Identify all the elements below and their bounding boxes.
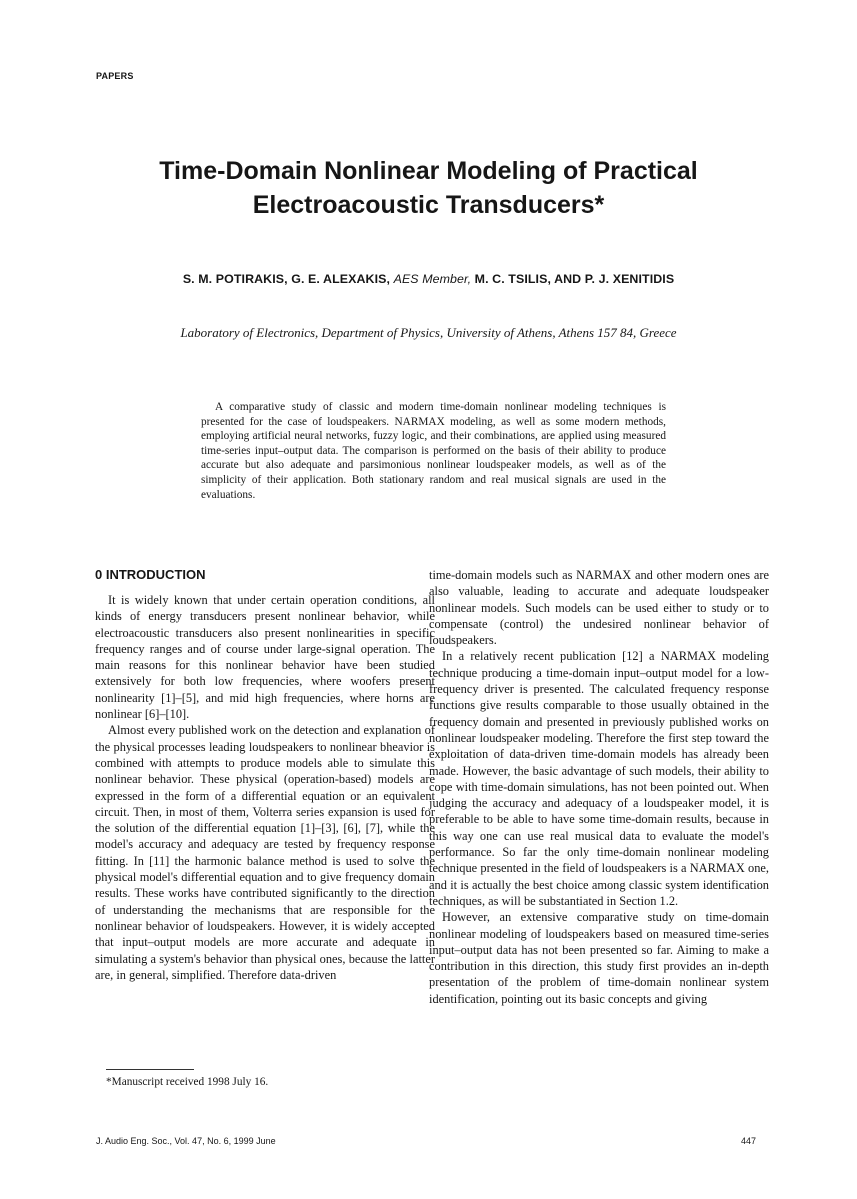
journal-citation: J. Audio Eng. Soc., Vol. 47, No. 6, 1999 June	[96, 1136, 276, 1146]
section-heading: 0 INTRODUCTION	[95, 567, 206, 582]
affiliation: Laboratory of Electronics, Department of Physics, University of Athens, Athens 157 84, Greece	[180, 325, 677, 340]
title-line-1: Time-Domain Nonlinear Modeling of Practical	[159, 157, 698, 185]
running-head: PAPERS	[96, 71, 134, 81]
body-paragraph-continued: time-domain models such as NARMAX and other modern ones are also valuable, leading to accurate and adequate loudspeaker nonlinear models. Such models can be used either to study or to compensate (control) the undesired nonlinear behavior of loudspeakers.	[429, 568, 769, 648]
authors-part-2: M. C. TSILIS, AND P. J. XENITIDIS	[474, 272, 675, 286]
body-paragraph: Almost every published work on the detection and explanation of the physical processes leading loudspeakers to nonlinear bheavior is combined with attempts to produce models able to simulate this nonlinear behavior. These physical (operation-based) models are expressed in the form of a differential equation or an equivalent circuit. Then, in most of them, Volterra series expansion is used for the solution of the differential equation [1]–[3], [6], [7], while the model's accuracy and adequacy are tested by frequency response fitting. In [11] the harmonic balance method is used to solve the physical model's differential equation and to give frequency domain results. These works have contributed significantly to the direction of understanding the mechanisms that are responsible for the nonlinear behavior of loudspeakers. However, it is widely accepted that input–output models are more accurate and adequate in simulating a system's behavior than physical ones, because the latter are, in general, simplified. Therefore data-driven	[95, 723, 435, 982]
body-paragraph: It is widely known that under certain operation conditions, all kinds of energy transducers present nonlinear behavior, while electroacoustic transducers also present nonlinearities in specific frequency ranges and of course under large-signal operation. The main reasons for this nonlinear behavior have been studied extensively for both low frequencies, where woofers present nonlinearity [1]–[5], and mid high frequencies, where horns are nonlinear [6]–[10].	[95, 593, 435, 722]
authors-part-1: S. M. POTIRAKIS, G. E. ALEXAKIS,	[182, 272, 391, 286]
footnote-rule	[106, 1069, 194, 1070]
paper-title	[60, 154, 797, 222]
footnote: *Manuscript received 1998 July 16.	[106, 1076, 269, 1088]
abstract: A comparative study of classic and modern time-domain nonlinear modeling techniques is presented for the case of loudspeakers. NARMAX modeling, as well as some modern methods, employing artificial neural networks, fuzzy logic, and their combinations, are applied using measured time-series input–output data. The comparison is performed on the basis of their ability to produce accurate but also adequate and parsimonious nonlinear loudspeaker models, as well as of the simplicity of their application. Both stationary random and real musical signals are used in the evaluations.	[201, 401, 666, 501]
body-paragraph: In a relatively recent publication [12] a NARMAX modeling technique producing a time-domain input–output model for a low-frequency driver is presented. The calculated frequency response functions give results comparable to those usually obtained in the frequency domain and presented in previously published works on nonlinear loudspeaker modeling. Therefore the first step toward the exploitation of data-driven time-domain models has already been made. However, the basic advantage of such models, their ability to cope with time-domain simulations, has not been pointed out. When judging the accuracy and adequacy of a loudspeaker model, it is preferable to be able to have some time-domain results, because in this way one can use real musical data to evaluate the model's performance. So far the only time-domain nonlinear modeling technique presented in the field of loudspeakers is a NARMAX one, and it is actually the best choice among classic system identification techniques, as will be substantiated in Section 1.2.	[429, 649, 769, 908]
left-column	[95, 567, 435, 983]
aes-member-label: AES Member,	[393, 272, 472, 286]
title-line-2: Electroacoustic Transducers*	[252, 191, 605, 219]
author-list	[60, 272, 797, 286]
right-column	[429, 567, 769, 1007]
body-paragraph: However, an extensive comparative study on time-domain nonlinear modeling of loudspeakers based on measured time-series input–output data has not been presented so far. Aiming to make a contribution in this direction, this study first provides an in-depth presentation of the problem of time-domain nonlinear system identification, pointing out its basic concepts and giving	[429, 910, 769, 1006]
page-number: 447	[741, 1136, 757, 1146]
